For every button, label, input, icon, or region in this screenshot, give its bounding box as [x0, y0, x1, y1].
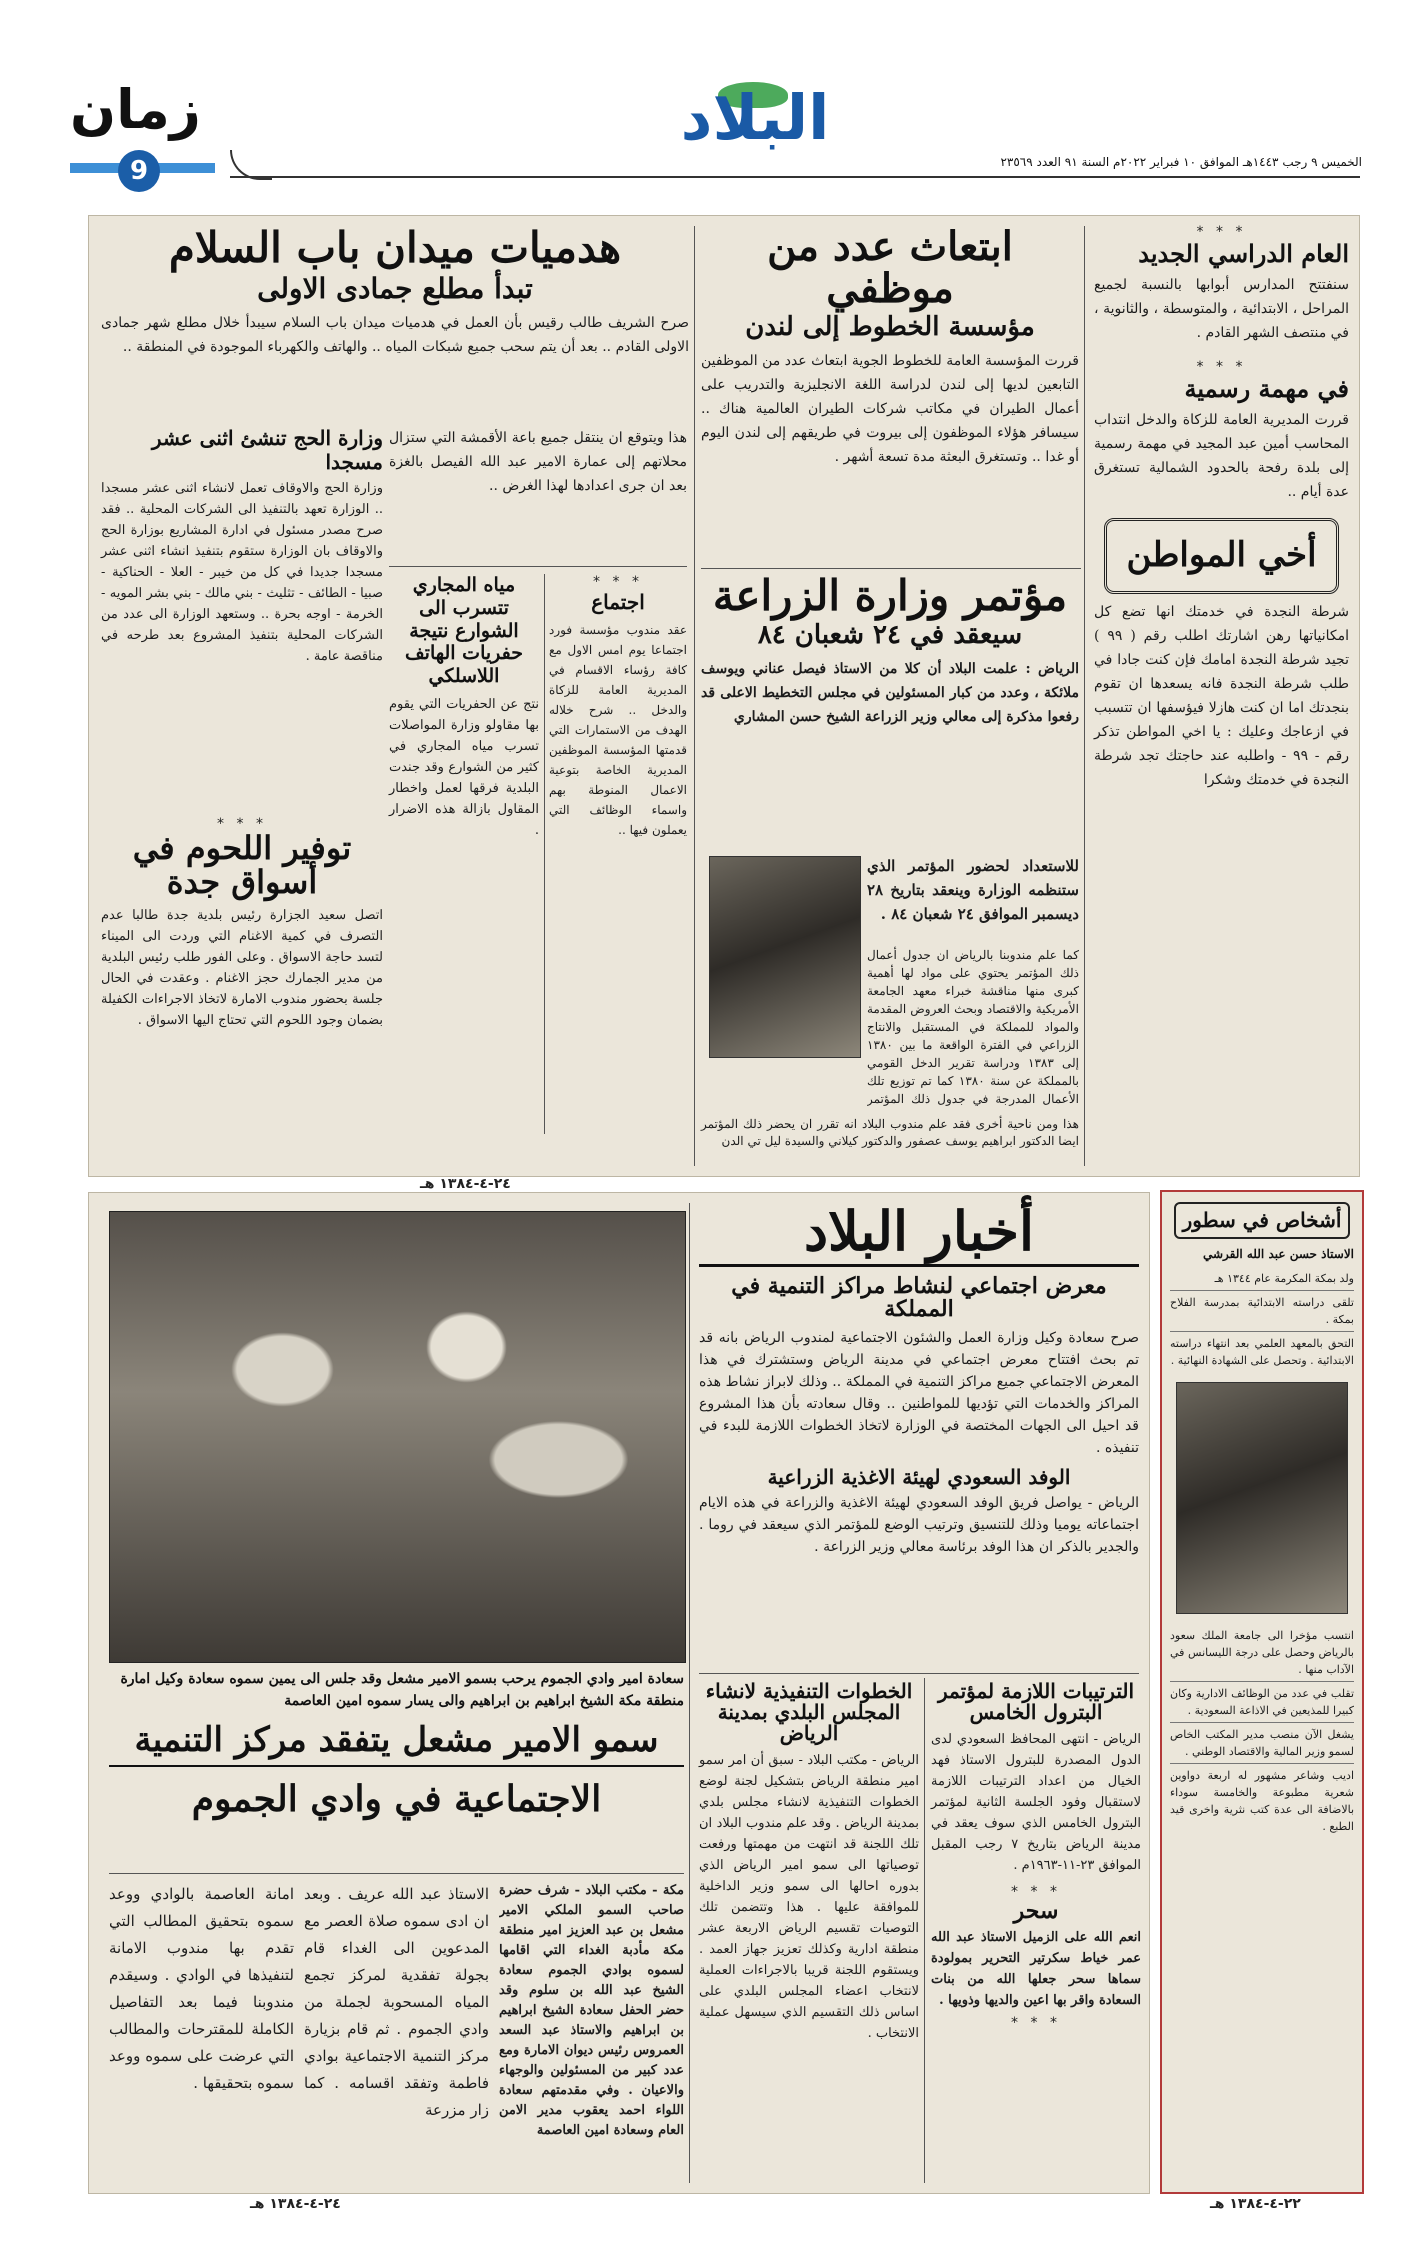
article-prince-visit-3: امانة العاصمة بالوادي ووعد سموه بتحقيق المطالب التي تقدم بها مندوب الامانة لتنفيذها في الوادي . وسيقدم مندوبنا فيما بعد التفاصيل الكاملة للمقترحات والمطالب التي عرضت على سموه ووعد سموه بتحقيقها .: [109, 1885, 294, 2092]
bio-list-bottom: [1162, 1620, 1362, 1842]
sewage-block: [389, 574, 539, 841]
article-social-exhibition: صرح سعادة وكيل وزارة العمل والشئون الاجتماعية لمندوب الرياض بانه قد تم بحث افتتاح معرض اجتماعي في مدينة الرياض وستشترك في هذا المعرض الاجتماعي جميع مراكز التنمية في المملكة .. وذلك لابراز نشاط هذه المراكز والخدمات التي تؤديها للمواطنين .. وقال سعادته بأن هذا المشروع قد احيل الى الجهات المختصة في الوزارة لاتخاذ الخطوات اللازمة للبدء في تنفيذه .: [699, 1329, 1139, 1456]
subheadline-bab-al-salam: تبدأ مطلع جمادى الاولى: [257, 272, 533, 306]
section-title: زمان: [70, 78, 201, 141]
headline-bab-al-salam: هدميات ميدان باب السلام: [168, 223, 622, 272]
photo-caption-block: [109, 1668, 684, 1712]
portrait-photo: [709, 856, 861, 1058]
bio-item: اديب وشاعر مشهور له اربعة دواوين شعرية مطبوعة والخامسة سوداء بالاضافة الى عدة كتب نثرية واخرى قيد الطبع .: [1170, 1769, 1354, 1833]
bottom-date-stamp: ٢٤-٤-١٣٨٤ هـ: [250, 2196, 341, 2212]
headline-hajj-mosques: وزارة الحج تنشئ اثنى عشر مسجدا: [151, 426, 383, 474]
headline-meat-supply: توفير اللحوم في أسواق جدة: [132, 829, 352, 901]
left-column: [101, 223, 689, 359]
agriculture-boxed: [867, 854, 1079, 926]
group-photo: [109, 1211, 686, 1663]
separator-stars: * * *: [593, 574, 643, 590]
separator-stars: * * *: [1011, 2015, 1061, 2032]
box-date-stamp: ٢٢-٤-١٣٨٤ هـ: [1210, 2196, 1301, 2212]
article-petroleum-conference: الرياض - انتهى المحافظ السعودي لدى الدول المصدرة للبترول الاستاذ فهد الخيال من اعداد الترتيبات اللازمة لاستقبال وفود الجلسة الثانية لمؤتمر البترول الخامس الذي سوف يعقد في مدينة الرياض بتاريخ ٧ رجب المقبل الموافق ٢٣-١١-١٩٦٣م .: [931, 1732, 1141, 1873]
bio-item: انتسب مؤخرا الى جامعة الملك سعود بالرياض وحصل على درجة الليسانس في الآداب منها .: [1170, 1624, 1354, 1682]
right-column: [1094, 224, 1349, 792]
article-agriculture-boxed: للاستعداد لحضور المؤتمر الذي ستنظمه الوزارة وينعقد بتاريخ ٢٨ ديسمبر الموافق ٢٤ شعبان ٨٤ .: [867, 857, 1079, 923]
article-airline-staff: قررت المؤسسة العامة للخطوط الجوية ابتعاث عدد من الموظفين التابعين لديها إلى لندن لدراسة اللغة الانجليزية والتدريب على أعمال الطيران في مكاتب شركات الطيران العالمية هناك .. سيسافر هؤلاء الموظفون إلى بيروت في طريقهم إلى لندن اليوم أو غدا .. وتستغرق البعثة مدة تسعة أشهر .: [701, 353, 1079, 466]
municipal-council-block: [699, 1681, 919, 2044]
people-in-lines-box: [1160, 1190, 1364, 2194]
article-agriculture-tail: هذا ومن ناحية أخرى فقد علم مندوب البلاد انه تقرر ان يحضر ذلك المؤتمر ايضا الدكتور ابراهيم يوسف عصفور والدكتور كيلاني والسيدة ليل تي الدن: [701, 1117, 1079, 1148]
column-rule: [924, 1678, 925, 2183]
photo-caption: سعادة امير وادي الجموم يرحب بسمو الامير مشعل وقد جلس الى يمين سموه سعادة وكيل امارة منطقة مكة الشيخ ابراهيم بن ابراهيم والى يسار سموه امين العاصمة: [120, 1671, 684, 1709]
headline-people-in-lines: أشخاص في سطور: [1174, 1202, 1350, 1239]
column-rule: [689, 1203, 690, 2183]
headline-agriculture-conference: مؤتمر وزارة الزراعة: [712, 571, 1068, 620]
headline-municipal-council: الخطوات التنفيذية لانشاء المجلس البلدي بمدينة الرياض: [705, 1679, 913, 1745]
clipping-date-stamp: ٢٤-٤-١٣٨٤ هـ: [420, 1176, 511, 1192]
subheadline-airline-staff: مؤسسة الخطوط إلى لندن: [745, 312, 1035, 342]
agriculture-block: [701, 571, 1079, 729]
top-clipping: [88, 215, 1360, 1177]
left-column-sub: [389, 426, 687, 498]
headline-meeting: اجتماع: [591, 590, 645, 614]
column-rule: [1084, 226, 1085, 1166]
headline-prince-visit-1: سمو الامير مشعل يتفقد مركز التنمية: [109, 1723, 684, 1767]
article-bab-al-salam-2: هذا ويتوقع ان ينتقل جميع باعة الأقمشة التي ستزال محلاتهم إلى عمارة الامير عبد الله الفيصل بالغزة بعد ان جرى اعدادها لهذا الغرض ..: [389, 430, 687, 494]
article-bab-al-salam: صرح الشريف طالب رقيس بأن العمل في هدميات ميدان باب السلام سيبدأ خلال مطلع شهر جمادى الاولى القادم .. بعد أن يتم سحب جميع شبكات المياه .. والهاتف والكهرباء الموجودة في المنطقة ..: [101, 315, 689, 356]
subject-name: الاستاذ حسن عبد الله القرشي: [1202, 1247, 1354, 1261]
masthead-rule: [230, 176, 1360, 178]
headline-school-year: العام الدراسي الجديد: [1138, 239, 1349, 268]
petroleum-block: [931, 1681, 1141, 2031]
headline-sewage: مياه المجاري تتسرب الى الشوارع نتيجة حفريات الهاتف اللاسلكي: [405, 574, 523, 688]
subheadline-agriculture-conference: سيعقد في ٢٤ شعبان ٨٤: [757, 620, 1023, 651]
headline-petroleum-conference: الترتيبات اللازمة لمؤتمر البترول الخامس: [937, 1679, 1135, 1724]
column-rule: [694, 226, 695, 1166]
news-column: [699, 1199, 1139, 1558]
citizen-box-headline: أخي المواطن: [1104, 518, 1339, 594]
article-agriculture-lead: الرياض : علمت البلاد أن كلا من الاستاذ فيصل عناني ويوسف ملائكة ، وعدد من كبار المسئولين في مجلس التخطيط الاعلى قد رفعوا مذكرة إلى معالي وزير الزراعة الشيخ حسن المشاري: [701, 661, 1079, 726]
headline-saudi-delegation: الوفد السعودي لهيئة الاغذية الزراعية: [767, 1464, 1071, 1489]
separator-stars: * * *: [1196, 224, 1247, 240]
article-sahar: انعم الله على الزميل الاستاذ عبد الله عمر خياط سكرتير التحرير بمولودة سماها سحر جعلها الله من بنات السعادة واقر بها اعين والديها وذويها .: [931, 1930, 1141, 2009]
section-rule: [699, 1673, 1139, 1674]
section-rule: [109, 1873, 684, 1874]
subject-portrait: [1176, 1382, 1348, 1614]
article-school-year: سنفتتح المدارس أبوابها بالنسبة لجميع المراحل ، الابتدائية ، والمتوسطة ، والثانوية ، في منتصف الشهر القادم .: [1094, 276, 1349, 341]
meat-block: [101, 816, 383, 1031]
bio-list-top: [1162, 1263, 1362, 1376]
bio-item: تقلب في عدد من الوظائف الادارية وكان كبيرا للمذيعين في الاذاعة السعودية .: [1170, 1682, 1354, 1723]
article-meat-supply: اتصل سعيد الجزارة رئيس بلدية جدة طالبا عدم التصرف في كمية الاغنام التي وردت الى الميناء لتسد حاجة الاسواق . وعلى الفور طلب رئيس البلدية من مدير الجمارك حجز الاغنام . وعقدت في الحال جلسة بحضور مندوب الامارة لاتخاذ الاجراءات الكفيلة بضمان وجود اللحوم التي تحتاج اليها الاسواق .: [101, 908, 383, 1029]
prince-visit-col3: [109, 1881, 294, 2181]
bio-item: ولد بمكة المكرمة عام ١٣٤٤ هـ: [1170, 1267, 1354, 1291]
section-rule: [701, 568, 1081, 569]
headline-sahar: سحر: [1013, 1898, 1059, 1924]
agriculture-tail: [701, 1116, 1079, 1150]
prince-visit-headline: [109, 1720, 684, 1820]
bio-item: التحق بالمعهد العلمي بعد انتهاء دراسته الابتدائية . وتحصل على الشهادة النهائية .: [1170, 1337, 1354, 1367]
article-hajj-mosques: وزارة الحج والاوقاف تعمل لانشاء اثنى عشر مسجدا .. الوزارة تعهد بالتنفيذ الى الشركات المحلية .. فقد صرح مصدر مسئول في ادارة المشاريع بوزارة الحج والاوقاف بان الوزارة ستقوم بتنفيذ انشاء اثنى عشر مسجدا جديدا في كل من خيبر - العلا - الحناكية - صبيا - الطائف - تثليث - بني مالك - بني بشر المويه - الخرمة - اوجه بحرة .. وستعهد الوزارة الى عدد من الشركات المحلية بتنفيذ المشروع بعد طرحه في مناقصة عامة .: [101, 481, 383, 664]
dateline: الخميس ٩ رجب ١٤٤٣هـ الموافق ١٠ فبراير ٢٠٢٢م السنة ٩١ العدد ٢٣٥٦٩: [1000, 155, 1362, 169]
article-prince-visit-1: مكة - مكتب البلاد - شرف حضرة صاحب السمو الملكي الامير مشعل بن عبد العزيز امير منطقة مكة مأدبة الغداء التي اقامها لسموه بوادي الجموم سعادة الشيخ عبد الله بن سلوم وقد حضر الحفل سعادة الشيخ ابراهيم بن ابراهيم والاستاذ عبد السعد العمروس رئيس ديوان الامارة ومع عدد كبير من المسئولين والوجهاء والاعيان . وفي مقدمتهم سعادة اللواء احمد يعقوب مدير الامن العام وسعادة امين العاصمة: [499, 1883, 684, 2138]
bio-item: تلقى دراسته الابتدائية بمدرسة الفلاح بمكة .: [1170, 1291, 1354, 1332]
masthead: [0, 0, 1420, 200]
page-number-badge: 9: [118, 150, 160, 192]
hajj-block: [101, 426, 383, 667]
meeting-block: [549, 574, 687, 840]
banner-akhbar-albilad: أخبار البلاد: [699, 1203, 1139, 1267]
article-prince-visit-2: الاستاذ عبد الله عريف . وبعد ان ادى سموه صلاة العصر مع المدعوين الى الغداء قام بجولة تفقدية لمركز تجمع المياه المسحوبة لجملة من وادي الجموم . ثم قام بزيارة مركز التنمية الاجتماعية بوادي فاطمة وتفقد اقسامه . كما زار مزرعة: [304, 1885, 489, 2119]
prince-visit-col1: [499, 1881, 684, 2181]
article-official-mission: قررت المديرية العامة للزكاة والدخل انتداب المحاسب أمين عبد المجيد في مهمة رسمية إلى بلدة رفحة بالحدود الشمالية تستغرق عدة أيام ..: [1094, 411, 1349, 500]
separator-stars: * * *: [217, 816, 267, 832]
agriculture-body: [867, 946, 1079, 1111]
article-agriculture-body: كما علم مندوبنا بالرياض ان جدول أعمال ذلك المؤتمر يحتوي على مواد لها أهمية كبرى منها مناقشة خبراء معهد الجامعة الأمريكية والاقتصاد وبحث العروض المقدمة والمواد للمملكة في المستقبل والانتاج الزراعي في الفترة الواقعة ما بين ١٣٨٠ إلى ١٣٨٣ ودراسة تقرير الدخل القومي بالمملكة عن سنة ١٣٨٠ كما تم توزيع تلك الأعمال المدرجة في جدول ذلك المؤتمر: [867, 948, 1079, 1106]
prince-visit-col2: [304, 1881, 489, 2181]
headline-official-mission: في مهمة رسمية: [1184, 373, 1349, 403]
headline-airline-staff: ابتعاث عدد من موظفي: [767, 223, 1013, 312]
bottom-clipping: [88, 1192, 1150, 2194]
separator-stars: * * *: [1196, 358, 1247, 375]
logo-text: البلاد: [680, 81, 830, 154]
section-rule: [389, 566, 687, 567]
bio-item: يشغل الآن منصب مدير المكتب الخاص لسمو وزير المالية والاقتصاد الوطني .: [1170, 1723, 1354, 1764]
column-rule: [544, 574, 545, 1134]
headline-prince-visit-2: الاجتماعية في وادي الجموم: [191, 1777, 602, 1820]
article-municipal-council: الرياض - مكتب البلاد - سبق أن امر سمو امير منطقة الرياض بتشكيل لجنة لوضع الخطوات التنفيذية لانشاء مجلس بلدي بمدينة الرياض . وقد علم مندوب البلاد ان تلك اللجنة قد انتهت من مهمتها ورفعت توصياتها الى سمو امير الرياض الذي بدوره احالها الى سمو وزير الداخلية للموافقة عليها . هذا وتتضمن تلك التوصيات تقسيم الرياض الاربعة عشر منطقة ادارية وكذلك تعزيز جهاز العمد . ويستقوم اللجنة قريبا بالاجراءات العملية لانتخاب اعضاء المجلس البلدي على اساس ذلك التقسيم الذي سيسهل عملية الانتخاب .: [699, 1753, 919, 2041]
article-saudi-delegation: الرياض - يواصل فريق الوفد السعودي لهيئة الاغذية والزراعة في هذه الايام اجتماعاته يوميا وذلك للتنسيق وترتيب الوضع للمؤتمر الذي سيعقد في روما . والجدير بالذكر ان هذا الوفد برئاسة معالي وزير الزراعة .: [699, 1494, 1139, 1555]
article-meeting: عقد مندوب مؤسسة فورد اجتماعا يوم امس الاول مع كافة رؤساء الاقسام في المديرية العامة للزكاة والدخل .. شرح خلاله الهدف من الاستمارات التي قدمتها المؤسسة الموظفين المديرية الخاصة بتوعية الاعمال المنوطة بهم واسماء الوظائف التي يعملون فيها ..: [549, 623, 687, 837]
separator-stars: * * *: [1011, 1884, 1061, 1900]
article-citizen: شرطة النجدة في خدمتك انها تضع كل امكانياتها رهن اشارتك اطلب رقم ( ٩٩ ) تجيد شرطة النجدة امامك فإن كنت جادا في طلب شرطة النجدة فانه يسعدها ان تقوم بنجدتك اما ان كنت هازلا فيؤسفها ان تتسبب في ازعاجك وعليك : يا اخي المواطن تذكر رقم - ٩٩ - واطلبه عند حاجتك تجد شرطة النجدة في خدمتك وشكرا: [1094, 603, 1350, 788]
headline-social-exhibition: معرض اجتماعي لنشاط مراكز التنمية في المملكة: [731, 1272, 1107, 1322]
article-sewage: نتج عن الحفريات التي يقوم بها مقاولو وزارة المواصلات تسرب مياه المجاري في كثير من الشوارع وقد جندت البلدية فرقها لعمل واخطار المقاول بازالة هذه الاضرار .: [389, 696, 539, 838]
middle-column: [701, 223, 1079, 469]
newspaper-logo[interactable]: [680, 78, 830, 168]
